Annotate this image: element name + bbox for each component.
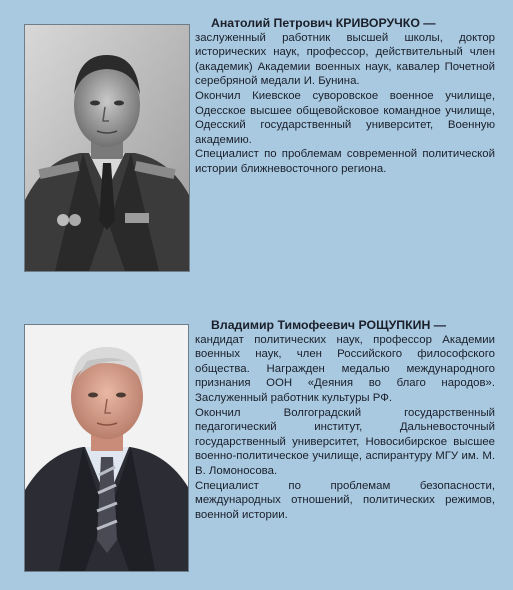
person-name-1: Анатолий Петрович КРИВОРУЧКО — (211, 16, 436, 30)
suit-portrait-image (25, 325, 188, 571)
bio-2-paragraph-1: кандидат политических наук, профессор Академии военных наук, член Российского философского общества. Награжден медалью международного признания ООН «Деяния во благо народов». Заслуженный работник культуры РФ. (195, 333, 495, 404)
uniform-portrait-image (25, 25, 189, 271)
biography-1 (195, 16, 495, 177)
biography-2 (195, 318, 495, 522)
person-name-2: Владимир Тимофеевич РОЩУПКИН — (211, 318, 447, 332)
bio-1-paragraph-1: заслуженный работник высшей школы, доктор исторических наук, профессор, действительный член (академик) Академии военных наук, кавалер Почетной серебряной медали И. Бунина. (195, 31, 495, 88)
bio-1-paragraph-2: Окончил Киевское суворовское военное училище, Одесское высшее общевойсковое командное училище, Одесский государственный университет, Военную академию. (195, 89, 495, 146)
portrait-photo-1 (24, 24, 190, 272)
portrait-photo-2 (24, 324, 189, 572)
bio-2-paragraph-3: Специалист по проблемам безопасности, международных отношений, политических режимов, военной истории. (195, 479, 495, 521)
bio-1-paragraph-3: Специалист по проблемам современной политической истории ближневосточного региона. (195, 148, 495, 175)
bio-2-paragraph-2: Окончил Волгоградский государственный педагогический институт, Дальневосточный государственный университет, Новосибирское высшее военно-политическое училище, аспирантуру МГУ им. М. В. Ломоносова. (195, 406, 495, 477)
